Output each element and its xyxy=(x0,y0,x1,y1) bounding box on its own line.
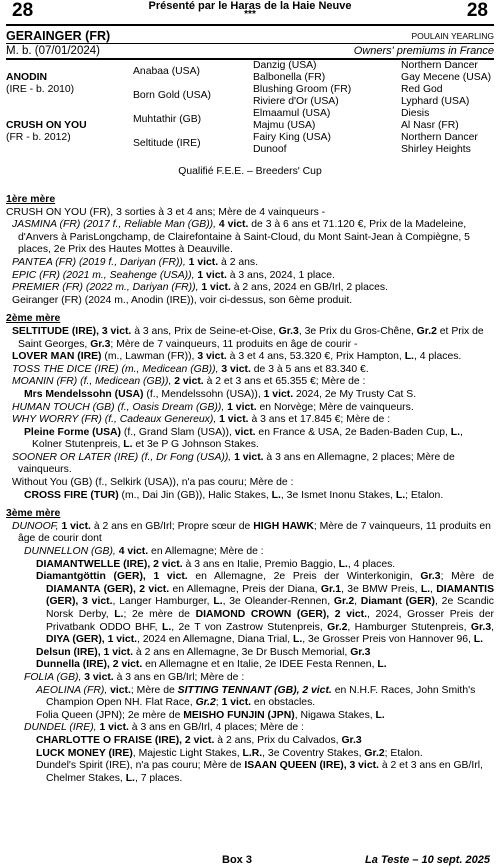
produce-entry: DUNDEL (IRE), 1 vict. à 3 ans en GB/Irl, 4 places; Mère de : xyxy=(24,722,304,734)
ancestor-3-6: Majmu (USA) xyxy=(253,120,316,131)
produce-entry: HUMAN TOUCH (GB) (f., Oasis Dream (GB)), 1 vict. en Norvège; Mère de vainqueurs. xyxy=(12,401,414,413)
produce-entry: Dundel's Spirit (IRE), n'a pas couru; Mère de ISAAN QUEEN (IRE), 3 vict. à 2 et 3 ans en GB/Irl, Chelmer Stakes, L., 7 places. xyxy=(36,760,483,784)
produce-entry: DIAMANTWELLE (IRE), 2 vict. à 3 ans en Italie, Premio Baggio, L., 4 places. xyxy=(36,558,396,570)
page-header xyxy=(6,0,494,24)
ancestor-4-5: Diesis xyxy=(401,108,430,119)
presented-by: Présenté par le Haras de la Haie Neuve xyxy=(148,0,352,12)
ancestor-3-2: Balbonella (FR) xyxy=(253,72,326,83)
ancestor-4-7: Northern Dancer xyxy=(401,132,478,143)
granddam-1: Born Gold (USA) xyxy=(133,90,211,101)
dam-entry: SELTITUDE (IRE), 3 vict. à 3 ans, Prix de Seine-et-Oise, Gr.3, 3e Prix du Gros-Chêne, Gr.2 et Prix de Saint Georges, Gr.3; Mère de 7 vainqueurs, 11 produits en âge de courir - xyxy=(12,325,484,350)
produce-entry: Folia Queen (JPN); 2e mère de MEISHO FUNJIN (JPN), Nigawa Stakes, L. xyxy=(36,709,385,721)
ancestor-3-4: Riviere d'Or (USA) xyxy=(253,96,339,107)
ancestor-3-8: Dunoof xyxy=(253,144,287,155)
ancestor-4-1: Northern Dancer xyxy=(401,60,478,71)
horse-name: GERAINGER (FR) xyxy=(6,29,111,44)
grandsire-1: Anabaa (USA) xyxy=(133,66,200,77)
produce-entry: Mrs Mendelssohn (USA) (f., Mendelssohn (USA)), 1 vict. 2024, 2e My Trusty Cat S. xyxy=(24,388,417,400)
produce-entry: TOSS THE DICE (IRE) (m., Medicean (GB)), 3 vict. de 3 à 5 ans et 83.340 €. xyxy=(12,363,369,375)
sire: ANODIN xyxy=(6,72,47,83)
section-title: 2ème mère xyxy=(6,313,61,325)
granddam-2: Seltitude (IRE) xyxy=(133,138,201,149)
section-title: 3ème mère xyxy=(6,508,61,520)
dam: CRUSH ON YOU xyxy=(6,120,87,131)
horse-name-bar xyxy=(6,24,494,44)
owners-premiums: Owners' premiums in France xyxy=(353,45,494,57)
produce-entry: JASMINA (FR) (2017 f., Reliable Man (GB)), 4 vict. de 3 à 6 ans et 71.120 €, Prix de la Madeleine, d'Anvers à ParisLongchamp, de Clairefontaine à Saint-Cloud, du Mont Saint-Jean à Compiègne, 5 places, 2e Prix des Hautes Mottes à Deauville. xyxy=(12,219,470,256)
produce-entry: DUNNELLON (GB), 4 vict. en Allemagne; Mère de : xyxy=(24,546,264,558)
ancestor-4-8: Shirley Heights xyxy=(401,144,471,155)
ancestor-4-2: Gay Mecene (USA) xyxy=(401,72,492,83)
section-title: 1ère mère xyxy=(6,194,56,205)
lot-number-left: 28 xyxy=(12,0,34,21)
produce-entry: MOANIN (FR) (f., Medicean (GB)), 2 vict. à 2 et 3 ans et 65.355 €; Mère de : xyxy=(12,376,366,388)
ancestor-3-3: Blushing Groom (FR) xyxy=(253,84,352,95)
section-third-dam xyxy=(6,508,494,785)
ancestor-3-7: Fairy King (USA) xyxy=(253,132,331,143)
stars: *** xyxy=(244,9,256,20)
produce-entry: CROSS FIRE (TUR) (m., Dai Jin (GB)), Halic Stakes, L., 3e Ismet Inonu Stakes, L.; Etalon. xyxy=(24,489,444,501)
page-footer xyxy=(0,854,500,868)
section-first-dam xyxy=(6,194,494,307)
section-second-dam xyxy=(6,313,494,502)
sire-info: (IRE - b. 2010) xyxy=(6,84,75,95)
ancestor-3-1: Danzig (USA) xyxy=(253,60,317,71)
produce-entry: PANTEA (FR) (2019 f., Dariyan (FR)), 1 vict. à 2 ans. xyxy=(12,256,258,268)
produce-entry: CHARLOTTE O FRAISE (IRE), 2 vict. à 2 ans, Prix du Calvados, Gr.3 xyxy=(36,734,362,746)
dam-entry: DUNOOF, 1 vict. à 2 ans en GB/Irl; Propre sœur de HIGH HAWK; Mère de 7 vainqueurs, 11 produits en âge de courir dont xyxy=(12,520,491,545)
produce-entry: WHY WORRY (FR) (f., Cadeaux Genereux), 1 vict. à 3 ans et 17.845 €; Mère de : xyxy=(12,414,391,426)
produce-entry: Pleine Forme (USA) (f., Grand Slam (USA)), vict. en France & USA, 2e Baden-Baden Cup, L., Kolner Stutenpreis, L. et 3e P G Johnson Stakes. xyxy=(24,426,463,451)
produce-entry: Diamantgöttin (GER), 1 vict. en Allemagne, 2e Preis der Winterkonigin, Gr.3; Mère de DIAMANTA (GER), 2 vict. en Allemagne, Preis der Diana, Gr.1, 3e BMW Preis, L., DIAMANTIS (GER), 3 vict., Langer Hamburger, L., 3e Oleander-Rennen, Gr.2, Diamant (GER), 2e Scandic Norsk Derby, L.; 2e mère de DIAMOND CROWN (GER), 2 vict., 2024, Grosser Preis der Privatbank ODDO BHF, L., 2e T von Zastrow Stutenpreis, Gr.2, Hamburger Stutenpreis, Gr.3, DIYA (GER), 1 vict., 2024 en Allemagne, Diana Trial, L., 3e Grosser Preis von Hannover 96, L. xyxy=(36,571,495,646)
horse-sub-bar xyxy=(6,44,494,60)
ancestor-4-6: Al Nasr (FR) xyxy=(401,120,459,131)
produce-entry: EPIC (FR) (2021 m., Seahenge (USA)), 1 vict. à 3 ans, 2024, 1 place. xyxy=(12,269,335,281)
sex-birth: M. b. (07/01/2024) xyxy=(6,45,100,57)
produce-entry: SOONER OR LATER (IRE) (f., Dr Fong (USA)), 1 vict. à 3 ans en Allemagne, 2 places; Mère de vainqueurs. xyxy=(12,451,455,476)
pedigree-table xyxy=(6,60,494,166)
qualification: Qualifié F.E.E. – Breeders' Cup xyxy=(178,166,322,177)
first-dam-intro: CRUSH ON YOU (FR), 3 sorties à 3 et 4 ans; Mère de 4 vainqueurs - xyxy=(6,206,326,218)
ancestor-3-5: Elmaamul (USA) xyxy=(253,108,331,119)
grandsire-2: Muhtathir (GB) xyxy=(133,114,202,125)
produce-entry: Dunnella (IRE), 2 vict. en Allemagne et en Italie, 2e IDEE Festa Rennen, L. xyxy=(36,659,387,671)
produce-entry: Without You (GB) (f., Selkirk (USA)), n'a pas couru; Mère de : xyxy=(12,477,294,489)
ancestor-4-4: Lyphard (USA) xyxy=(401,96,470,107)
produce-entry: LOVER MAN (IRE) (m., Lawman (FR)), 3 vict. à 3 et 4 ans, 53.320 €, Prix Hampton, L., 4 places. xyxy=(12,351,462,363)
box-number: Box 3 xyxy=(222,854,252,866)
sale-info: La Teste – 10 sept. 2025 xyxy=(365,854,490,866)
produce-entry: PREMIER (FR) (2022 m., Dariyan (FR)), 1 vict. à 2 ans, 2024 en GB/Irl, 2 places. xyxy=(12,282,388,294)
produce-entry: Delsun (IRE), 1 vict. à 2 ans en Allemagne, 3e Dr Busch Memorial, Gr.3 xyxy=(36,646,371,658)
category: POULAIN YEARLING xyxy=(411,31,494,42)
ancestor-4-3: Red God xyxy=(401,84,443,95)
dam-info: (FR - b. 2012) xyxy=(6,132,71,143)
produce-entry: FOLIA (GB), 3 vict. à 3 ans en GB/Irl; Mère de : xyxy=(24,671,245,683)
produce-entry: Geiranger (FR) (2024 m., Anodin (IRE)), voir ci-dessus, son 6ème produit. xyxy=(12,294,353,306)
lot-number-right: 28 xyxy=(466,0,488,21)
produce-entry: AEOLINA (FR), vict.; Mère de SITTING TENNANT (GB), 2 vict. en N.H.F. Races, John Smith's Champion Open NH. Flat Race, Gr.2; 1 vict. en obstacles. xyxy=(36,684,476,709)
produce-entry: LUCK MONEY (IRE), Majestic Light Stakes, L.R., 3e Coventry Stakes, Gr.2; Etalon. xyxy=(36,747,423,759)
